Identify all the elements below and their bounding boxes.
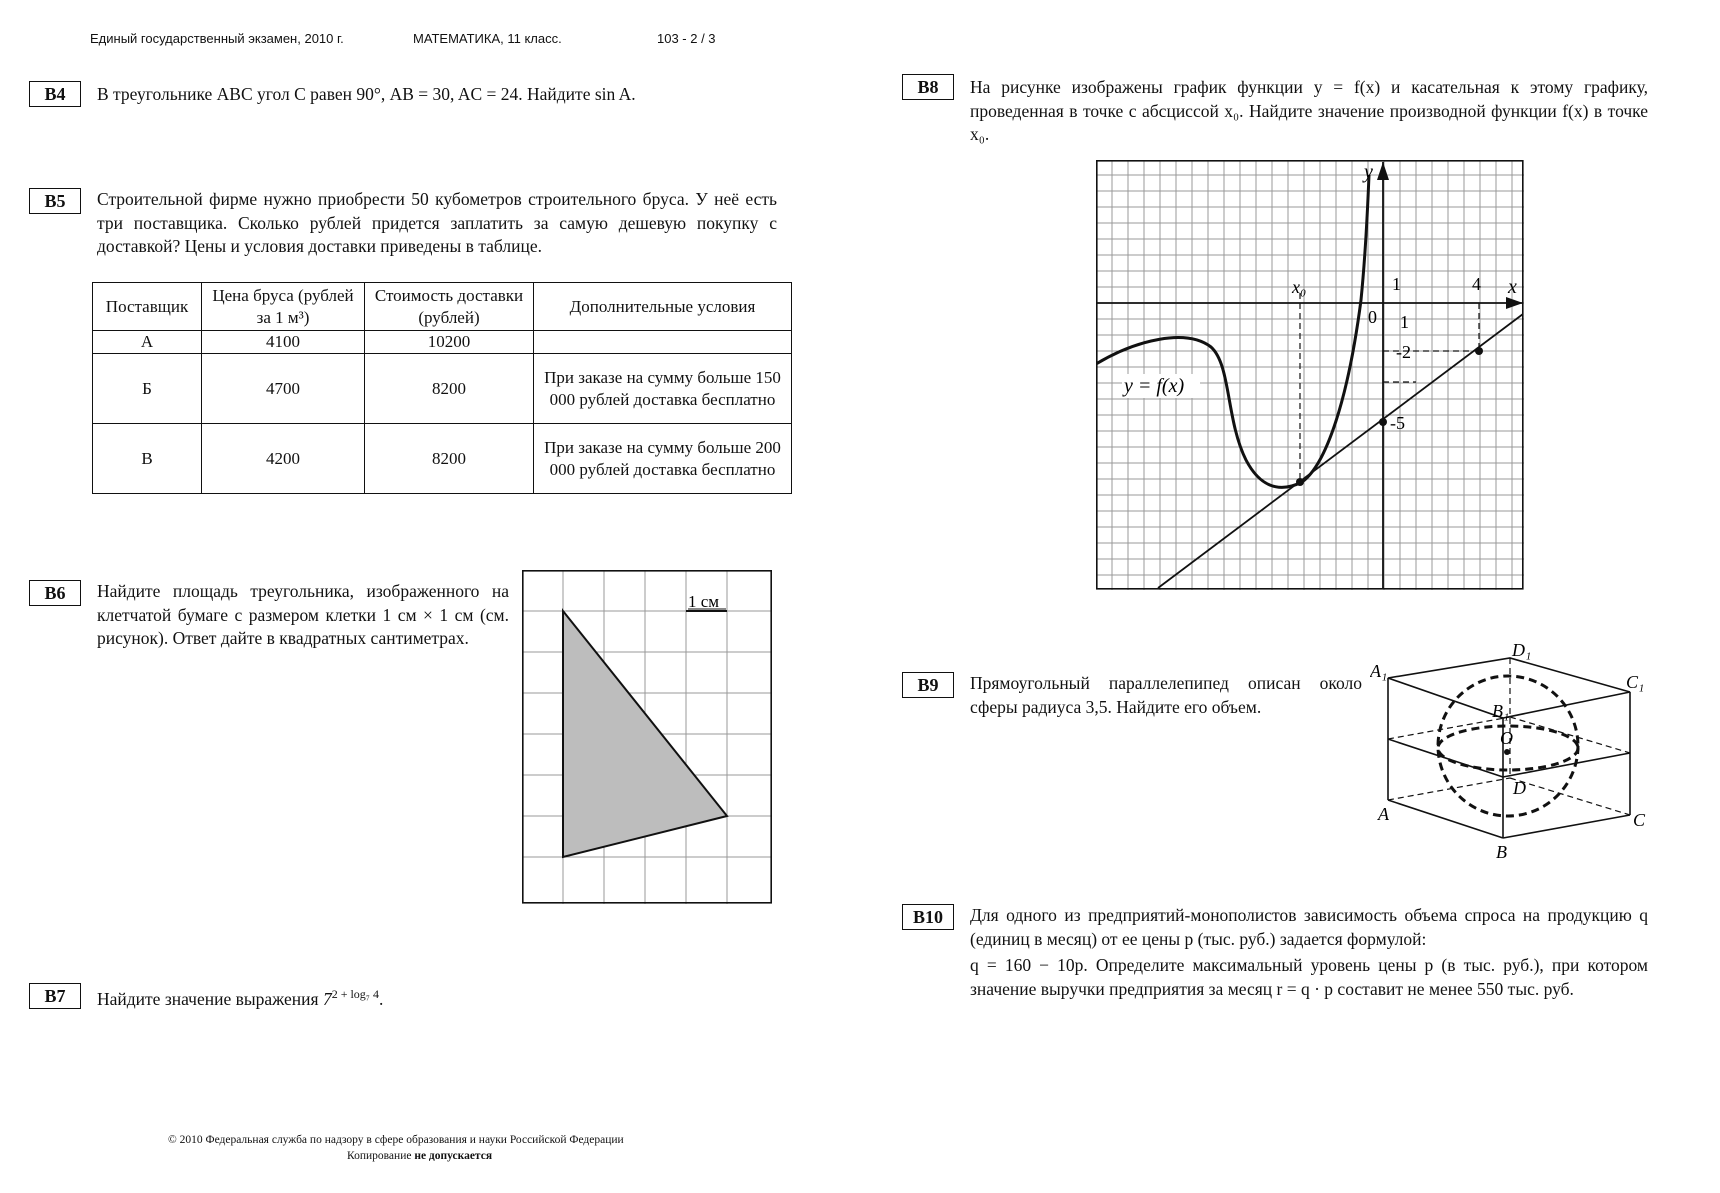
x-one-label: 1 (1400, 312, 1409, 332)
label-d: D (1513, 778, 1526, 798)
cell-delivery: 10200 (365, 331, 534, 354)
task-b6-text: Найдите площадь треугольника, изображенного на клетчатой бумаге с размером клетки 1 см × 1 см (см. рисунок). Ответ дайте в квадратных сантиметрах. (97, 581, 509, 648)
parallelepiped-figure (1370, 640, 1660, 865)
tangent-point (1296, 478, 1304, 486)
task-b5-tag: B5 (29, 188, 81, 214)
tangent-line (1158, 314, 1523, 588)
price-table (92, 282, 792, 494)
exam-title: Единый государственный экзамен, 2010 г. (90, 31, 344, 46)
label-c: C (1633, 810, 1646, 830)
task-b4-text: В треугольнике ABC угол C равен 90°, AB = 30, AC = 24. Найдите sin A. (97, 84, 636, 104)
task-b4-tag: B4 (29, 81, 81, 107)
cell-supplier: А (93, 331, 202, 354)
task-b6-tag: B6 (29, 580, 81, 606)
task-b8-text: На рисунке изображены график функции y = f(x) и касательная к этому графику, проведенная в точке с абсциссой x₀. Найдите значение производной функции f(x) в точке x₀. (970, 77, 1648, 144)
label-a: A (1378, 804, 1389, 824)
table-row (93, 331, 792, 354)
task-b7-text: Найдите значение выражения $7^{2 + log_7 4}$. (97, 987, 384, 1009)
task-b9-text: Прямоугольный параллелепипед описан около сферы радиуса 3,5. Найдите его объем. (970, 673, 1362, 717)
col-supplier: Поставщик (93, 283, 202, 331)
b7-exponent: 2 + log₇ 4 (331, 987, 379, 1001)
col-delivery: Стоимость доставки (рублей) (365, 283, 534, 331)
page-number: 103 - 2 / 3 (657, 31, 716, 46)
function-label: y = f(x) (1124, 375, 1185, 397)
cell-price: 4700 (202, 354, 365, 424)
footer-copy-a: Копирование (347, 1150, 415, 1162)
label-d1: D₁ (1512, 640, 1532, 660)
footer-copy-b: не допускается (414, 1150, 493, 1162)
y-neg2-label: -2 (1396, 342, 1411, 362)
subject-title: МАТЕМАТИКА, 11 класс. (413, 31, 562, 46)
b7-base: 7 (322, 988, 332, 1009)
x0-label: x₀ (1292, 277, 1307, 297)
task-b10-tag: B10 (902, 904, 954, 930)
task-b9-tag: B9 (902, 672, 954, 698)
b10-text-1: Для одного из предприятий-монополистов зависимость объема спроса на продукцию q (единиц в месяц) от ее цены p (тыс. руб.) задается формулой: (970, 905, 1648, 949)
label-b: B (1496, 842, 1507, 862)
triangle-grid-figure (522, 570, 772, 904)
col-terms: Дополнительные условия (534, 283, 792, 331)
y-one-label: 1 (1392, 274, 1401, 294)
label-b1: B₁ (1492, 701, 1510, 721)
footer-copy-notice (347, 1150, 492, 1162)
b7-prefix: Найдите значение выражения (97, 988, 319, 1009)
origin-label: 0 (1368, 307, 1377, 327)
cell-terms: При заказе на сумму больше 200 000 рублей доставка бесплатно (534, 424, 792, 494)
cell-supplier: Б (93, 354, 202, 424)
table-row (93, 424, 792, 494)
function-curve (1096, 175, 1369, 487)
task-b10-text (970, 904, 1648, 1001)
cell-terms (534, 331, 792, 354)
cell-delivery: 8200 (365, 424, 534, 494)
y-axis-label: y (1364, 161, 1373, 183)
cell-price: 4100 (202, 331, 365, 354)
cell-price: 4200 (202, 424, 365, 494)
task-b5-text: Строительной фирме нужно приобрести 50 кубометров строительного бруса. У неё есть три поставщика. Сколько рублей придется заплатить за самую дешевую покупку с доставкой? Цены и условия доставки приведены в таблице. (97, 189, 777, 256)
point-4-neg2 (1475, 347, 1483, 355)
x-four-label: 4 (1472, 274, 1481, 294)
cell-supplier: В (93, 424, 202, 494)
label-o: O (1500, 728, 1513, 748)
point-0-neg5 (1379, 418, 1387, 426)
label-a1: A₁ (1370, 661, 1388, 681)
scale-label: 1 см (688, 592, 720, 611)
cell-delivery: 8200 (365, 354, 534, 424)
label-c1: C₁ (1626, 672, 1645, 692)
y-neg5-label: -5 (1390, 413, 1405, 433)
table-row (93, 354, 792, 424)
footer-copyright: © 2010 Федеральная служба по надзору в сфере образования и науки Российской Федерации (168, 1134, 624, 1146)
col-price: Цена бруса (рублей за 1 м³) (202, 283, 365, 331)
task-b8-tag: B8 (902, 74, 954, 100)
function-graph (1096, 160, 1526, 592)
x-axis-label: x (1508, 276, 1517, 298)
cell-terms: При заказе на сумму больше 150 000 рублей доставка бесплатно (534, 354, 792, 424)
task-b7-tag: B7 (29, 983, 81, 1009)
b10-text-2: q = 160 − 10p. Определите максимальный уровень цены p (в тыс. руб.), при котором значение выручки предприятия за месяц r = q · p составит не менее 550 тыс. руб. (970, 955, 1648, 999)
